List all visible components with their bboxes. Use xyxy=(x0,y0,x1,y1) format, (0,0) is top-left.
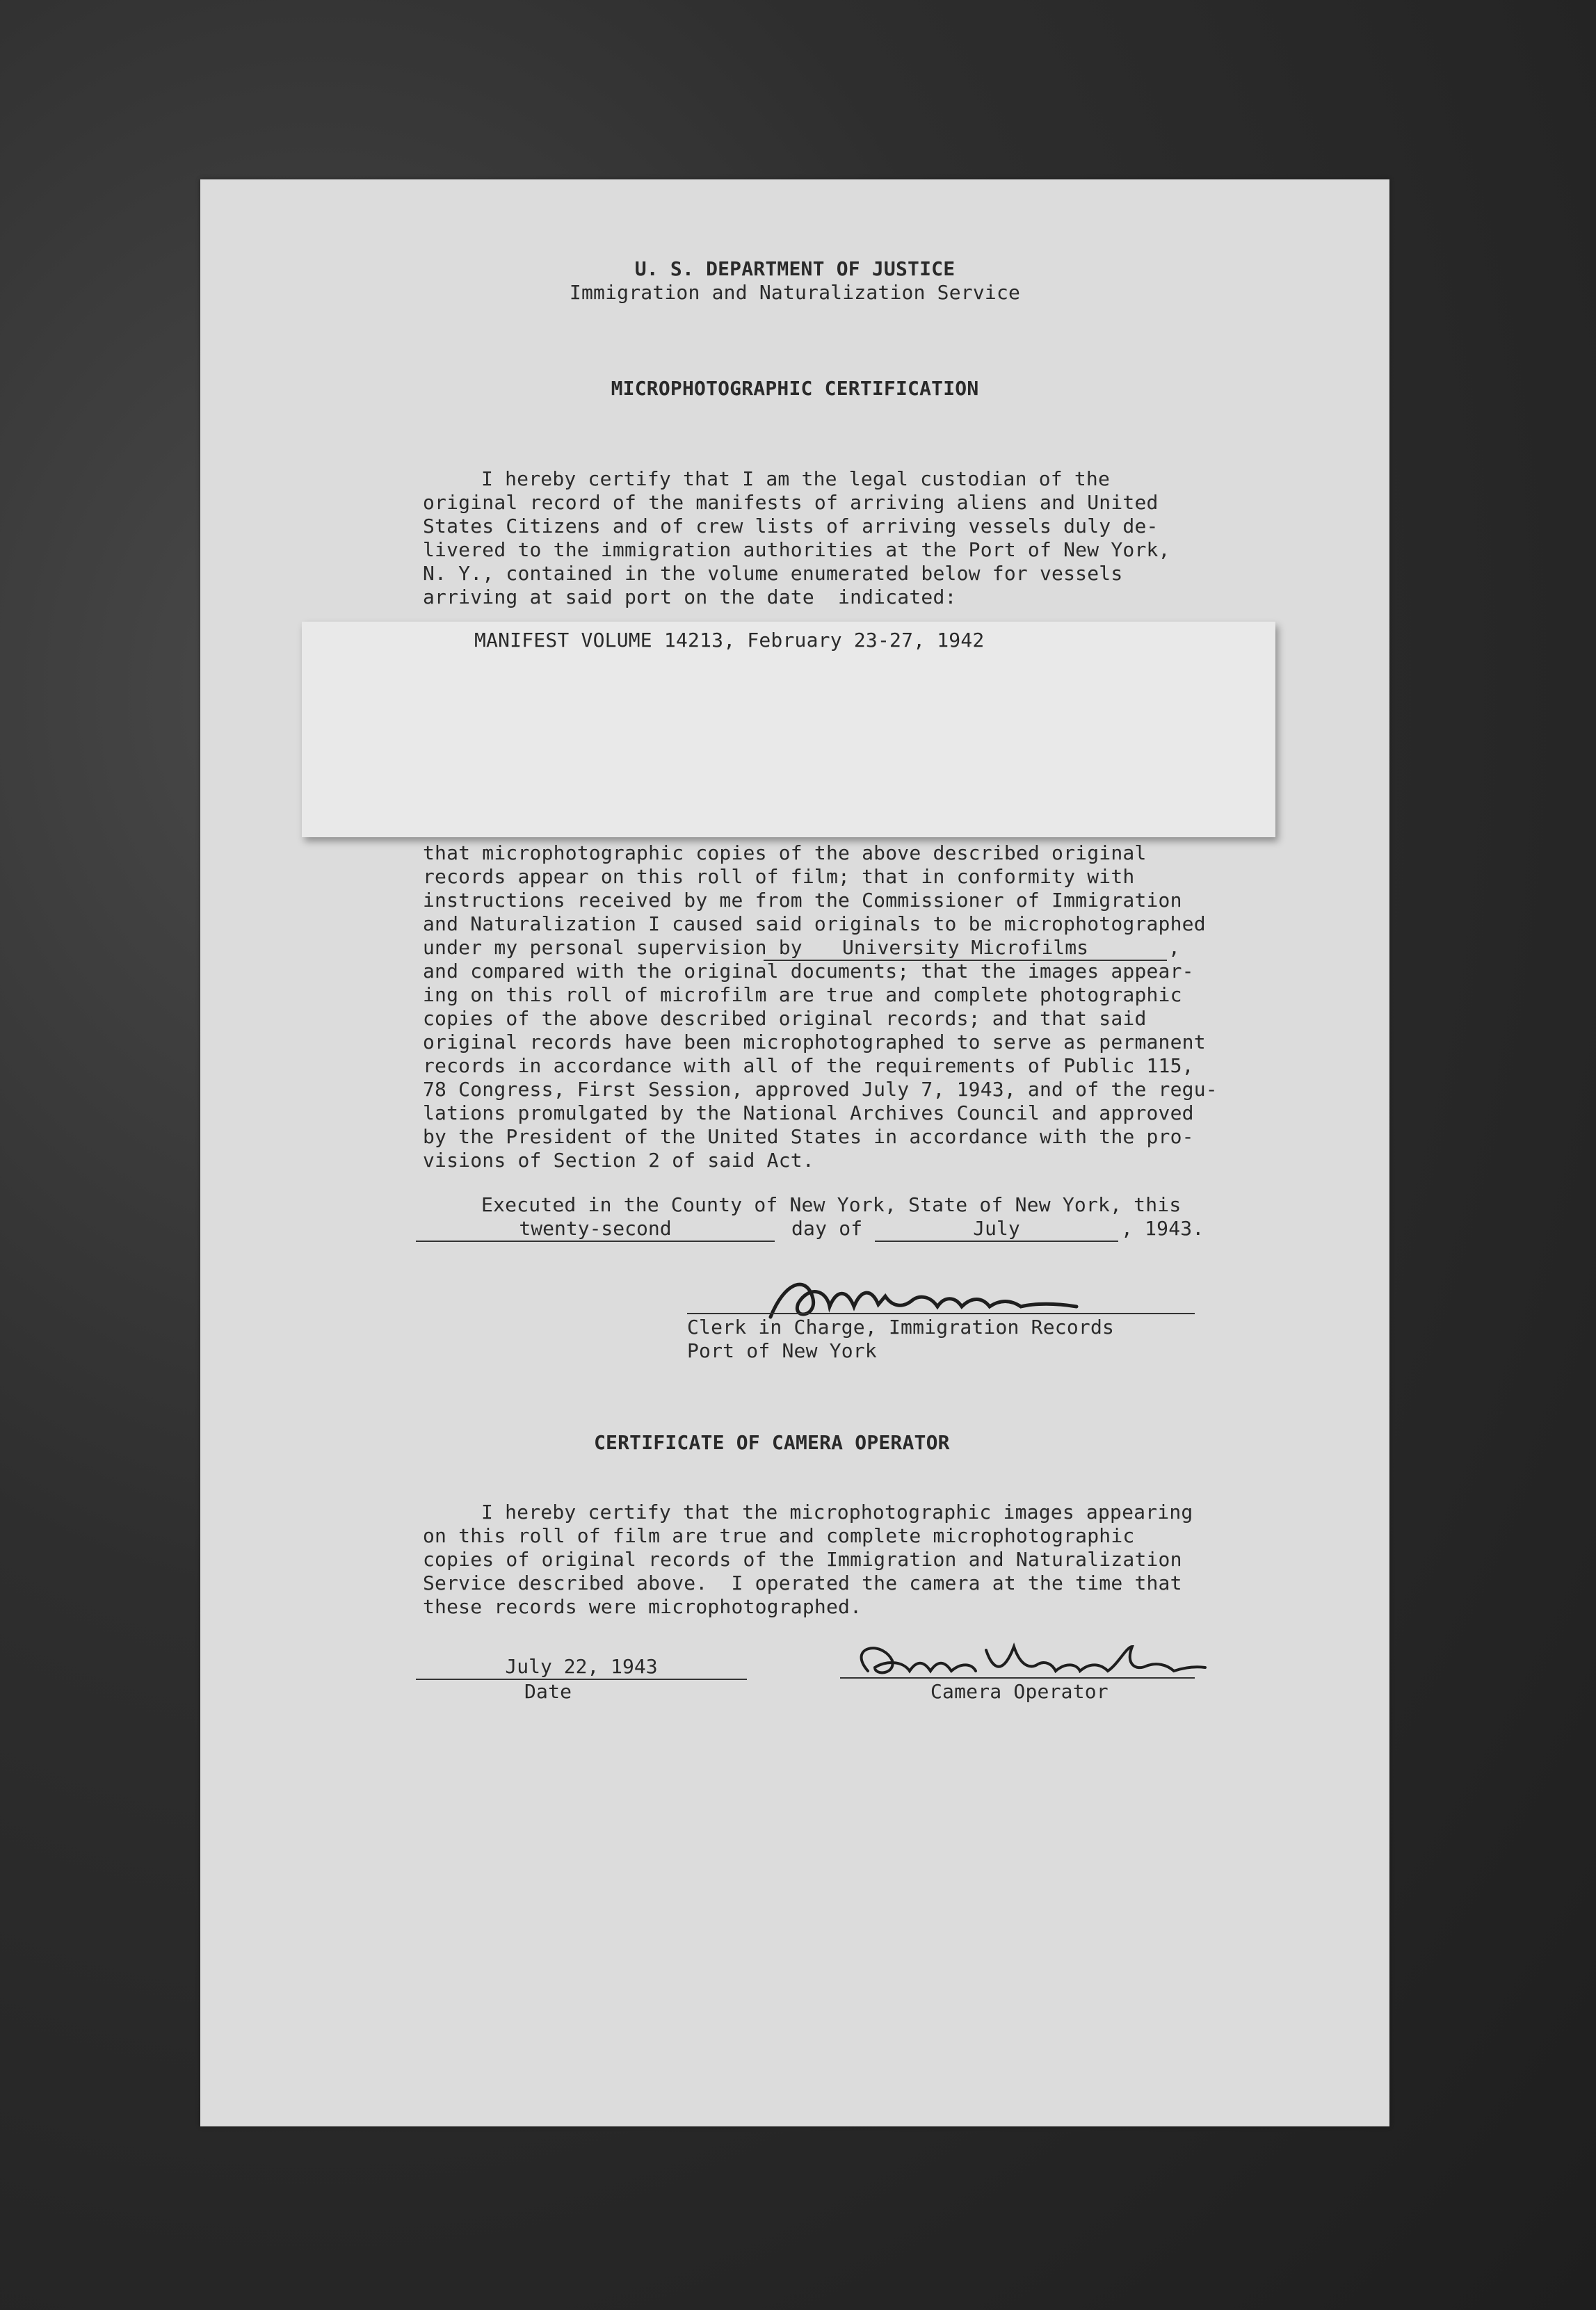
copies-line: copies of the above described original records; and that said xyxy=(423,1007,1147,1030)
department-heading: U. S. DEPARTMENT OF JUSTICE xyxy=(634,257,956,280)
custodian-line: I hereby certify that I am the legal custodian of the xyxy=(481,467,1111,490)
custodian-line: livered to the immigration authorities at the Port of New York, xyxy=(423,538,1170,561)
executed-month-field: July xyxy=(875,1217,1118,1242)
copies-line: records in accordance with all of the requirements of Public 115, xyxy=(423,1054,1194,1077)
signature-stroke xyxy=(862,1647,1205,1672)
copies-line: that microphotographic copies of the above described original xyxy=(423,841,1147,864)
copies-line: and compared with the original documents; that the images appear- xyxy=(423,960,1194,983)
manifest-slip xyxy=(302,622,1275,837)
camera-line: Service described above. I operated the camera at the time that xyxy=(423,1572,1182,1594)
copies-line: under my personal supervision by xyxy=(423,936,803,959)
camera-operator-signature-line xyxy=(840,1677,1195,1679)
camera-date-field: July 22, 1943 xyxy=(416,1655,747,1680)
camera-operator-label: Camera Operator xyxy=(930,1680,1109,1703)
camera-line: these records were microphotographed. xyxy=(423,1595,862,1618)
comma: , xyxy=(1168,936,1181,959)
executed-day-field: twenty-second xyxy=(416,1217,775,1242)
custodian-line: original record of the manifests of arriving aliens and United xyxy=(423,491,1159,514)
day-of-label: day of xyxy=(791,1217,863,1240)
document-title: MICROPHOTOGRAPHIC CERTIFICATION xyxy=(611,377,979,400)
certificate-page xyxy=(200,179,1389,2126)
copies-line: 78 Congress, First Session, approved July 7, 1943, and of the regu- xyxy=(423,1078,1218,1101)
clerk-signature-line xyxy=(687,1313,1195,1314)
custodian-line: N. Y., contained in the volume enumerated below for vessels xyxy=(423,562,1123,585)
clerk-title: Clerk in Charge, Immigration Records xyxy=(687,1316,1115,1339)
camera-operator-heading: CERTIFICATE OF CAMERA OPERATOR xyxy=(594,1431,950,1454)
camera-line: copies of original records of the Immigration and Naturalization xyxy=(423,1548,1182,1571)
clerk-port: Port of New York xyxy=(687,1339,877,1362)
executed-year: , 1943. xyxy=(1121,1217,1204,1240)
copies-line: ing on this roll of microfilm are true and complete photographic xyxy=(423,983,1182,1006)
signature-stroke xyxy=(771,1284,1077,1317)
custodian-line: arriving at said port on the date indicated: xyxy=(423,585,957,608)
custodian-line: States Citizens and of crew lists of arriving vessels duly de- xyxy=(423,515,1159,538)
copies-line: records appear on this roll of film; that in conformity with xyxy=(423,865,1135,888)
microfilmed-by-field: University Microfilms xyxy=(764,936,1167,961)
copies-line: visions of Section 2 of said Act. xyxy=(423,1149,814,1172)
service-heading: Immigration and Naturalization Service xyxy=(569,281,1021,304)
copies-line: and Naturalization I caused said originals to be microphotographed xyxy=(423,912,1206,935)
executed-line: Executed in the County of New York, State of New York, this xyxy=(481,1193,1182,1216)
camera-line: I hereby certify that the microphotographic images appearing xyxy=(481,1501,1193,1524)
copies-line: lations promulgated by the National Archives Council and approved xyxy=(423,1101,1194,1124)
copies-line: by the President of the United States in accordance with the pro- xyxy=(423,1125,1194,1148)
manifest-volume-text: MANIFEST VOLUME 14213, February 23-27, 1942 xyxy=(474,629,985,652)
copies-line: instructions received by me from the Commissioner of Immigration xyxy=(423,889,1182,912)
copies-line: original records have been microphotographed to serve as permanent xyxy=(423,1031,1206,1053)
camera-line: on this roll of film are true and complete microphotographic xyxy=(423,1524,1135,1547)
date-label: Date xyxy=(524,1680,572,1703)
